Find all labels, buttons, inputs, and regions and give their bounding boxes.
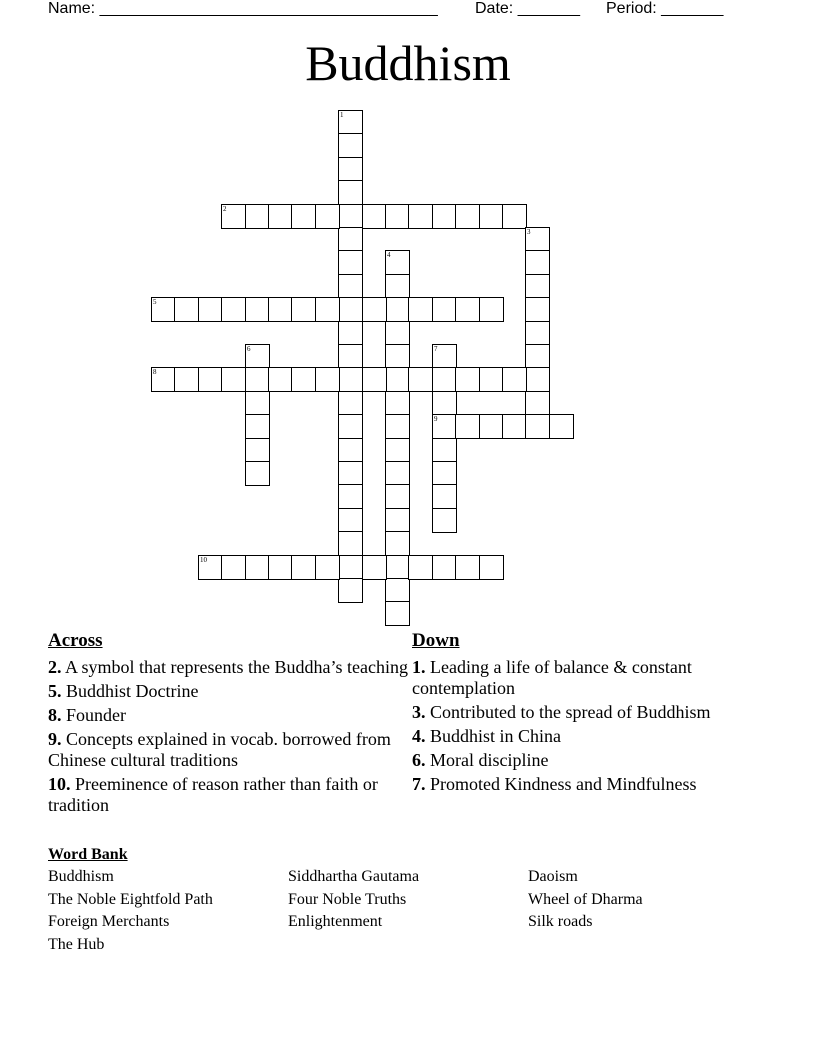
crossword-cell[interactable] bbox=[385, 578, 410, 603]
crossword-cell[interactable] bbox=[338, 438, 363, 463]
crossword-cell[interactable] bbox=[549, 414, 574, 439]
clue-number: 2 bbox=[223, 205, 227, 213]
word-bank-item: Enlightenment bbox=[288, 913, 383, 931]
crossword-cell[interactable] bbox=[338, 180, 363, 205]
down-clue bbox=[412, 702, 762, 723]
crossword-cell[interactable] bbox=[291, 297, 316, 322]
page-title: Buddhism bbox=[305, 35, 511, 91]
clue-number: 1 bbox=[340, 111, 344, 119]
clue-number-label: 7. bbox=[412, 774, 426, 794]
clue-number: 7 bbox=[434, 345, 438, 353]
crossword-cell[interactable] bbox=[385, 391, 410, 416]
crossword-cell[interactable] bbox=[338, 321, 363, 346]
down-clues bbox=[412, 630, 762, 798]
crossword-cell[interactable] bbox=[174, 297, 199, 322]
crossword-cell[interactable] bbox=[338, 133, 363, 158]
crossword-cell[interactable] bbox=[525, 321, 550, 346]
crossword-cell[interactable] bbox=[338, 250, 363, 275]
clue-text: Moral discipline bbox=[425, 750, 549, 770]
crossword-cell[interactable] bbox=[174, 367, 199, 392]
clue-number-label: 1. bbox=[412, 657, 426, 677]
clue-number-label: 10. bbox=[48, 774, 71, 794]
crossword-cell[interactable] bbox=[525, 391, 550, 416]
crossword-cell[interactable] bbox=[502, 414, 527, 439]
crossword-cell[interactable] bbox=[245, 555, 270, 580]
across-clue bbox=[48, 774, 408, 816]
crossword-cell[interactable] bbox=[338, 578, 363, 603]
crossword-cell[interactable] bbox=[198, 297, 223, 322]
crossword-cell[interactable] bbox=[268, 297, 293, 322]
crossword-cell[interactable] bbox=[338, 461, 363, 486]
crossword-cell[interactable] bbox=[268, 555, 293, 580]
crossword-cell[interactable] bbox=[432, 367, 457, 392]
crossword-cell[interactable] bbox=[432, 204, 457, 229]
clue-text: Buddhist in China bbox=[425, 726, 562, 746]
clue-number: 8 bbox=[153, 368, 157, 376]
crossword-cell[interactable] bbox=[338, 367, 363, 392]
clue-number: 10 bbox=[200, 556, 207, 564]
crossword-cell[interactable] bbox=[479, 204, 504, 229]
clue-text: Buddhist Doctrine bbox=[61, 681, 199, 701]
clue-text: A symbol that represents the Buddha’s teaching bbox=[61, 657, 408, 677]
crossword-cell[interactable] bbox=[338, 204, 363, 229]
crossword-cell[interactable] bbox=[385, 344, 410, 369]
clue-number: 3 bbox=[527, 228, 531, 236]
crossword-cell[interactable] bbox=[408, 555, 433, 580]
crossword-cell[interactable] bbox=[385, 204, 410, 229]
crossword-cell[interactable] bbox=[291, 204, 316, 229]
crossword-cell[interactable] bbox=[502, 204, 527, 229]
across-clue-list bbox=[48, 657, 408, 816]
clue-number-label: 8. bbox=[48, 705, 62, 725]
crossword-cell[interactable] bbox=[385, 531, 410, 556]
crossword-cell[interactable] bbox=[455, 555, 480, 580]
crossword-cell[interactable] bbox=[221, 297, 246, 322]
crossword-cell[interactable] bbox=[455, 204, 480, 229]
crossword-cell[interactable] bbox=[408, 367, 433, 392]
clue-number: 9 bbox=[434, 415, 438, 423]
crossword-cell[interactable] bbox=[525, 274, 550, 299]
word-bank-item: The Hub bbox=[48, 936, 105, 954]
crossword-cell[interactable] bbox=[408, 204, 433, 229]
crossword-cell[interactable] bbox=[338, 157, 363, 182]
crossword-cell[interactable] bbox=[385, 321, 410, 346]
crossword-cell[interactable] bbox=[338, 484, 363, 509]
name-field[interactable]: Name: ______________________________________ bbox=[48, 0, 438, 17]
crossword-cell[interactable] bbox=[385, 555, 410, 580]
down-clue-list bbox=[412, 657, 762, 795]
crossword-cell[interactable] bbox=[338, 508, 363, 533]
down-heading: Down bbox=[412, 630, 460, 651]
clue-number-label: 2. bbox=[48, 657, 62, 677]
clue-text: Founder bbox=[61, 705, 126, 725]
crossword-cell[interactable] bbox=[291, 555, 316, 580]
crossword-cell[interactable] bbox=[432, 555, 457, 580]
period-field[interactable]: Period: _______ bbox=[606, 0, 724, 17]
crossword-cell[interactable] bbox=[525, 367, 550, 392]
crossword-cell[interactable] bbox=[362, 555, 387, 580]
down-clue bbox=[412, 657, 762, 699]
crossword-cell[interactable] bbox=[291, 367, 316, 392]
crossword-cell[interactable] bbox=[315, 367, 340, 392]
across-clue bbox=[48, 657, 408, 678]
crossword-cell[interactable] bbox=[385, 601, 410, 626]
across-clue bbox=[48, 681, 408, 702]
crossword-cell[interactable] bbox=[385, 461, 410, 486]
clue-number-label: 4. bbox=[412, 726, 426, 746]
crossword-cell[interactable] bbox=[245, 391, 270, 416]
clue-text: Preeminence of reason rather than faith or tradition bbox=[48, 774, 378, 815]
crossword-cell[interactable] bbox=[268, 367, 293, 392]
crossword-cell[interactable] bbox=[385, 508, 410, 533]
crossword-cell[interactable] bbox=[338, 227, 363, 252]
clue-number-label: 9. bbox=[48, 729, 62, 749]
crossword-cell[interactable] bbox=[338, 555, 363, 580]
crossword-cell[interactable] bbox=[221, 555, 246, 580]
clue-text: Contributed to the spread of Buddhism bbox=[425, 702, 711, 722]
crossword-cell[interactable] bbox=[245, 438, 270, 463]
date-field[interactable]: Date: _______ bbox=[475, 0, 580, 17]
clue-number-label: 3. bbox=[412, 702, 426, 722]
crossword-cell[interactable] bbox=[338, 297, 363, 322]
across-heading: Across bbox=[48, 630, 103, 651]
word-bank-item: Wheel of Dharma bbox=[528, 890, 643, 908]
crossword-cell[interactable] bbox=[385, 438, 410, 463]
crossword-cell[interactable] bbox=[338, 274, 363, 299]
crossword-cell[interactable] bbox=[479, 367, 504, 392]
crossword-cell[interactable] bbox=[245, 204, 270, 229]
across-clue bbox=[48, 705, 408, 726]
crossword-cell[interactable] bbox=[385, 484, 410, 509]
crossword-cell[interactable] bbox=[221, 367, 246, 392]
crossword-cell[interactable] bbox=[362, 297, 387, 322]
crossword-cell[interactable] bbox=[268, 204, 293, 229]
clue-number: 5 bbox=[153, 298, 157, 306]
crossword-cell[interactable] bbox=[338, 391, 363, 416]
crossword-cell[interactable] bbox=[385, 367, 410, 392]
crossword-cell[interactable] bbox=[479, 555, 504, 580]
crossword-cell[interactable] bbox=[315, 204, 340, 229]
across-clue bbox=[48, 729, 408, 771]
crossword-cell[interactable] bbox=[525, 297, 550, 322]
crossword-cell[interactable] bbox=[362, 367, 387, 392]
crossword-cell[interactable] bbox=[385, 274, 410, 299]
clue-number-label: 6. bbox=[412, 750, 426, 770]
across-clues bbox=[48, 630, 408, 819]
word-bank-title: Word Bank bbox=[48, 846, 128, 863]
crossword-cell[interactable] bbox=[432, 297, 457, 322]
down-clue bbox=[412, 774, 762, 795]
clue-text: Promoted Kindness and Mindfulness bbox=[425, 774, 697, 794]
crossword-cell[interactable] bbox=[525, 250, 550, 275]
crossword-cell[interactable] bbox=[502, 367, 527, 392]
crossword-cell[interactable] bbox=[245, 367, 270, 392]
crossword-cell[interactable] bbox=[408, 297, 433, 322]
word-bank-item: Daoism bbox=[528, 868, 578, 885]
down-clue bbox=[412, 750, 762, 771]
crossword-cell[interactable] bbox=[479, 414, 504, 439]
clue-number-label: 5. bbox=[48, 681, 62, 701]
crossword-cell[interactable] bbox=[455, 414, 480, 439]
word-bank-item: Four Noble Truths bbox=[288, 890, 407, 908]
word-bank-item: Buddhism bbox=[48, 868, 114, 885]
clue-text: Leading a life of balance & constant contemplation bbox=[412, 657, 692, 698]
crossword-cell[interactable] bbox=[385, 297, 410, 322]
crossword-cell[interactable] bbox=[338, 344, 363, 369]
crossword-cell[interactable] bbox=[432, 461, 457, 486]
word-bank-item: Foreign Merchants bbox=[48, 913, 170, 931]
clue-number: 6 bbox=[247, 345, 251, 353]
word-bank-item: Siddhartha Gautama bbox=[288, 868, 420, 885]
crossword-cell[interactable] bbox=[432, 508, 457, 533]
crossword-cell[interactable] bbox=[479, 297, 504, 322]
crossword-cell[interactable] bbox=[432, 438, 457, 463]
crossword-cell[interactable] bbox=[455, 367, 480, 392]
clue-number: 4 bbox=[387, 251, 391, 259]
down-clue bbox=[412, 726, 762, 747]
crossword-cell[interactable] bbox=[198, 367, 223, 392]
crossword-cell[interactable] bbox=[245, 414, 270, 439]
clue-text: Concepts explained in vocab. borrowed from Chinese cultural traditions bbox=[48, 729, 391, 770]
crossword-cell[interactable] bbox=[338, 414, 363, 439]
crossword-cell[interactable] bbox=[362, 204, 387, 229]
word-bank-item: Silk roads bbox=[528, 913, 593, 931]
crossword-cell[interactable] bbox=[315, 555, 340, 580]
crossword-cell[interactable] bbox=[432, 484, 457, 509]
crossword-cell[interactable] bbox=[525, 344, 550, 369]
crossword-cell[interactable] bbox=[525, 414, 550, 439]
crossword-cell[interactable] bbox=[385, 414, 410, 439]
crossword-cell[interactable] bbox=[315, 297, 340, 322]
crossword-cell[interactable] bbox=[338, 531, 363, 556]
crossword-cell[interactable] bbox=[432, 391, 457, 416]
crossword-cell[interactable] bbox=[245, 297, 270, 322]
crossword-cell[interactable] bbox=[245, 461, 270, 486]
word-bank-item: The Noble Eightfold Path bbox=[48, 890, 213, 908]
crossword-cell[interactable] bbox=[455, 297, 480, 322]
